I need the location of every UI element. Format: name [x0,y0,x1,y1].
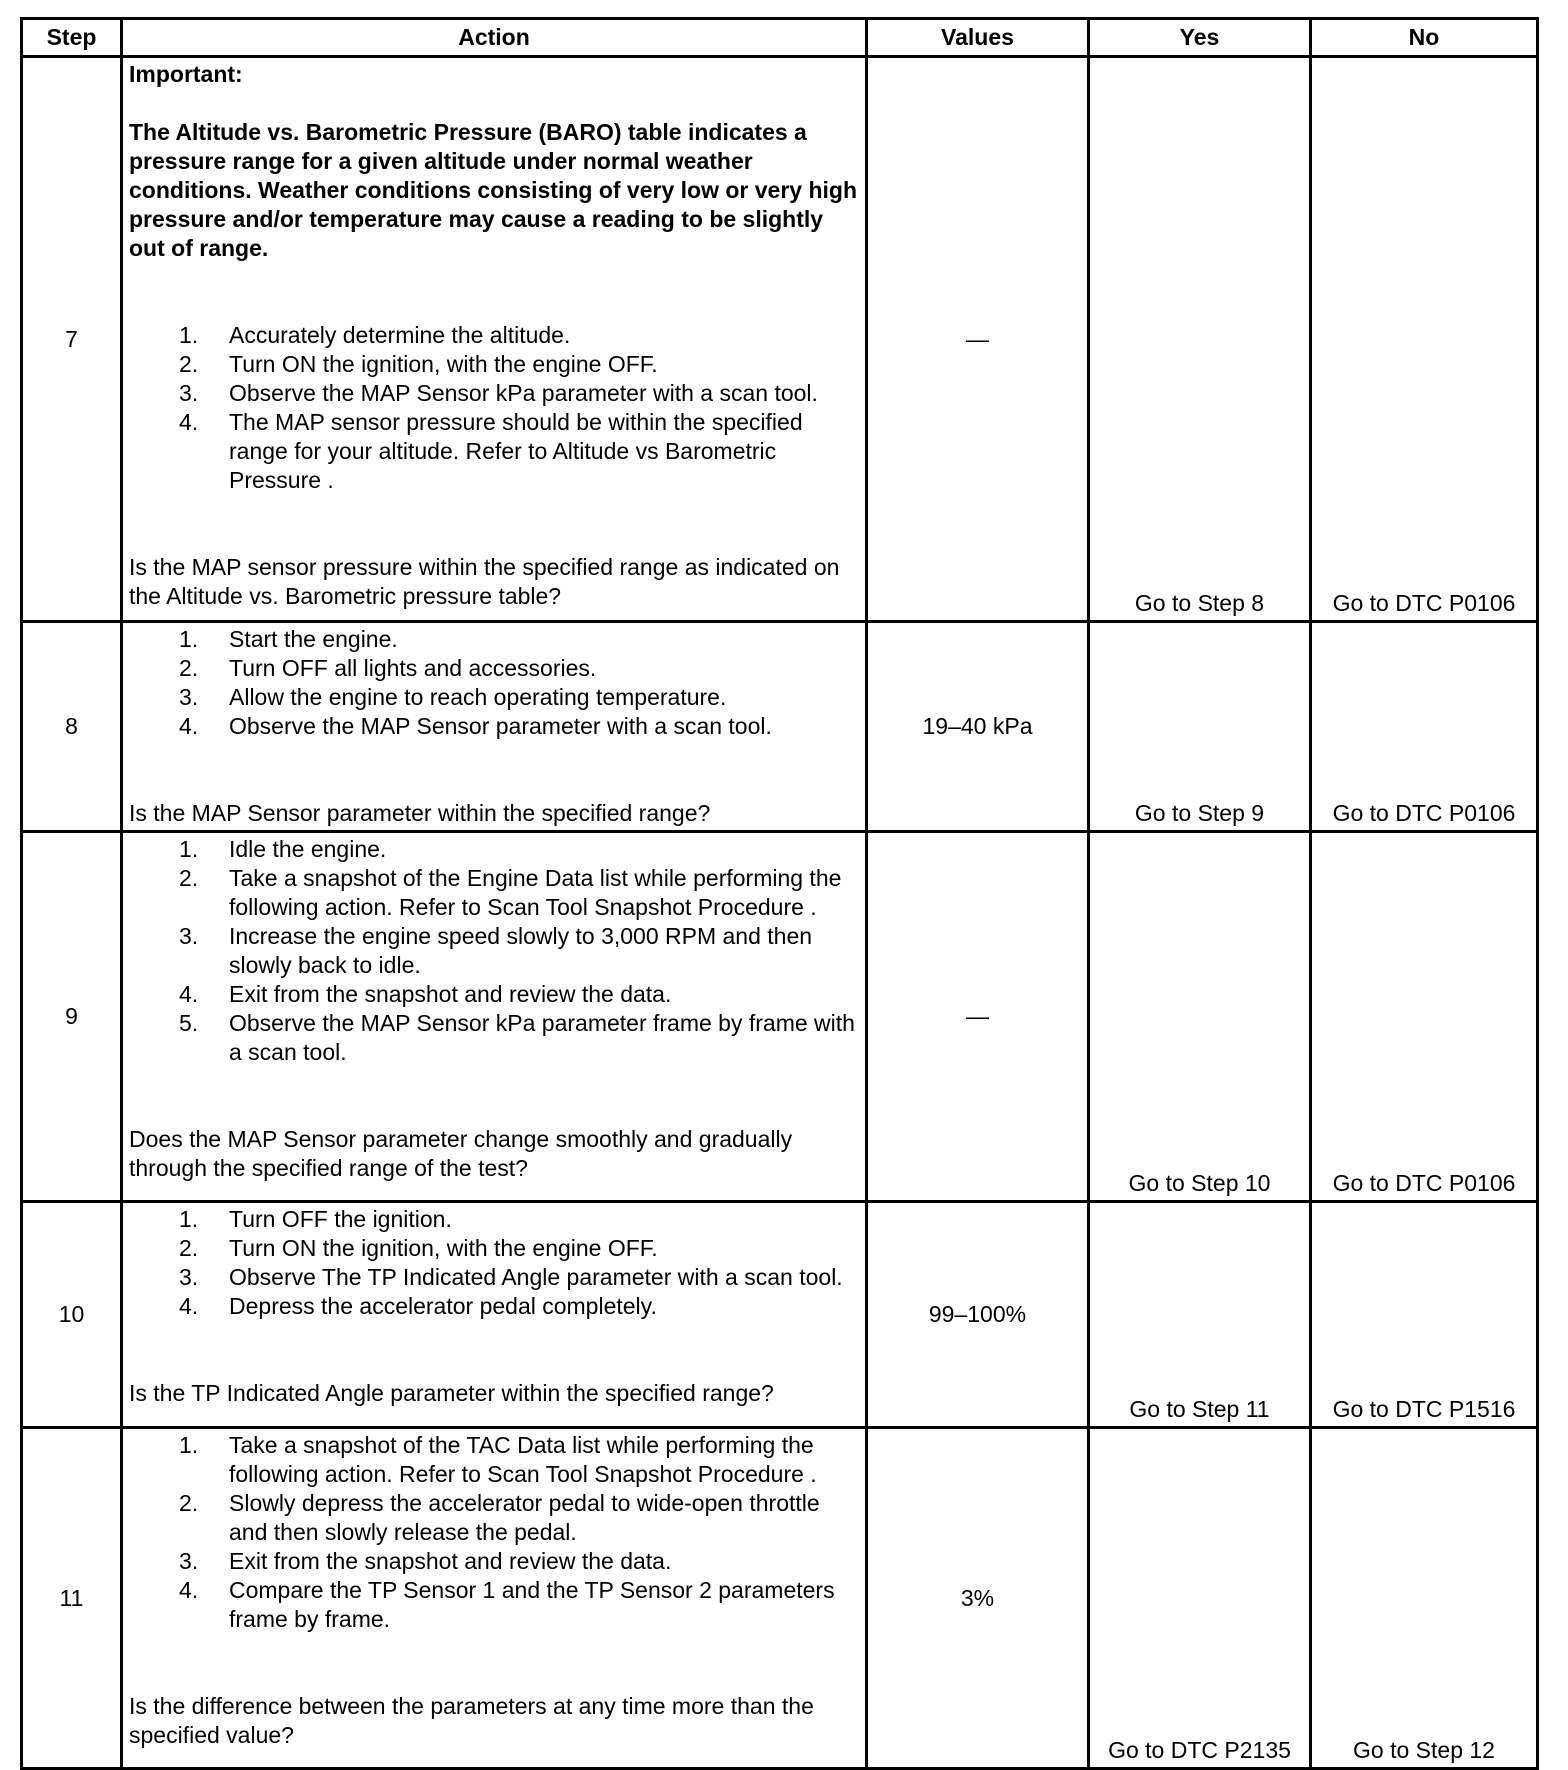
header-step: Step [22,19,122,57]
step-number: 10 [22,1202,122,1428]
step-number: 8 [22,622,122,832]
action-cell [122,1202,867,1428]
list-item: 3. Increase the engine speed slowly to 3,000 RPM and then slowly back to idle. [179,923,813,978]
value-cell: — [867,57,1089,622]
list-item: 2. Turn OFF all lights and accessories. [179,655,597,681]
list-item: 2. Turn ON the ignition, with the engine OFF. [179,351,658,377]
list-item: 3. Allow the engine to reach operating temperature. [179,684,727,710]
list-item: 2. Slowly depress the accelerator pedal to wide-open throttle and then slowly release the pedal. [179,1490,820,1545]
list-item: 3. Observe The TP Indicated Angle parameter with a scan tool. [179,1264,843,1290]
header-values: Values [867,19,1089,57]
question-text: Is the MAP sensor pressure within the specified range as indicated on the Altitude vs. Barometric pressure table? [129,554,840,609]
action-cell [122,622,867,832]
list-item: 4. Depress the accelerator pedal completely. [179,1293,657,1319]
list-item: 4. Compare the TP Sensor 1 and the TP Sensor 2 parameters frame by frame. [179,1577,835,1632]
action-cell [122,57,867,622]
important-label: Important: [129,61,243,87]
step-number: 9 [22,832,122,1202]
question-text: Is the MAP Sensor parameter within the specified range? [129,800,711,826]
list-item: 2. Turn ON the ignition, with the engine OFF. [179,1235,658,1261]
step-number: 7 [22,57,122,622]
no-cell: Go to DTC P0106 [1311,57,1538,622]
step-list [129,1205,861,1321]
header-yes: Yes [1089,19,1311,57]
value-cell: 99–100% [867,1202,1089,1428]
step-list [129,321,861,495]
value-cell: 3% [867,1428,1089,1769]
table-row-step-10 [22,1202,1538,1428]
no-cell: Go to Step 12 [1311,1428,1538,1769]
list-item: 4. Observe the MAP Sensor parameter with a scan tool. [179,713,772,739]
question-text: Is the difference between the parameters at any time more than the specified value? [129,1693,814,1748]
header-no: No [1311,19,1538,57]
yes-cell: Go to Step 10 [1089,832,1311,1202]
table-row-step-7 [22,57,1538,622]
header-row [22,19,1538,57]
yes-cell: Go to DTC P2135 [1089,1428,1311,1769]
list-item: 1. Start the engine. [179,626,398,652]
list-item: 1. Idle the engine. [179,836,387,862]
table-row-step-9 [22,832,1538,1202]
action-cell [122,1428,867,1769]
list-item: 5. Observe the MAP Sensor kPa parameter frame by frame with a scan tool. [179,1010,855,1065]
yes-cell: Go to Step 11 [1089,1202,1311,1428]
list-item: 1. Take a snapshot of the TAC Data list while performing the following action. Refer to Scan Tool Snapshot Procedure . [179,1432,817,1487]
diagnostic-table [20,17,1539,1770]
value-cell: — [867,832,1089,1202]
no-cell: Go to DTC P0106 [1311,832,1538,1202]
list-item: 1. Turn OFF the ignition. [179,1206,452,1232]
question-text: Does the MAP Sensor parameter change smoothly and gradually through the specified range of the test? [129,1126,793,1181]
yes-cell: Go to Step 9 [1089,622,1311,832]
list-item: 3. Exit from the snapshot and review the data. [179,1548,672,1574]
list-item: 4. Exit from the snapshot and review the data. [179,981,672,1007]
step-list [129,625,861,741]
step-number: 11 [22,1428,122,1769]
list-item: 1. Accurately determine the altitude. [179,322,571,348]
no-cell: Go to DTC P1516 [1311,1202,1538,1428]
question-text: Is the TP Indicated Angle parameter within the specified range? [129,1380,774,1406]
list-item: 2. Take a snapshot of the Engine Data list while performing the following action. Refer to Scan Tool Snapshot Procedure . [179,865,842,920]
header-action: Action [122,19,867,57]
step-list [129,835,861,1067]
list-item: 4. The MAP sensor pressure should be within the specified range for your altitude. Refer to Altitude vs Barometric Pressure . [179,409,803,493]
table-row-step-8 [22,622,1538,832]
list-item: 3. Observe the MAP Sensor kPa parameter with a scan tool. [179,380,818,406]
step-list [129,1431,861,1634]
important-note: The Altitude vs. Barometric Pressure (BARO) table indicates a pressure range for a given altitude under normal weather conditions. Weather conditions consisting of very low or very high pressure and/or temperature may cause a reading to be slightly out of range. [129,119,858,261]
table-row-step-11 [22,1428,1538,1769]
value-cell: 19–40 kPa [867,622,1089,832]
yes-cell: Go to Step 8 [1089,57,1311,622]
action-cell [122,832,867,1202]
no-cell: Go to DTC P0106 [1311,622,1538,832]
